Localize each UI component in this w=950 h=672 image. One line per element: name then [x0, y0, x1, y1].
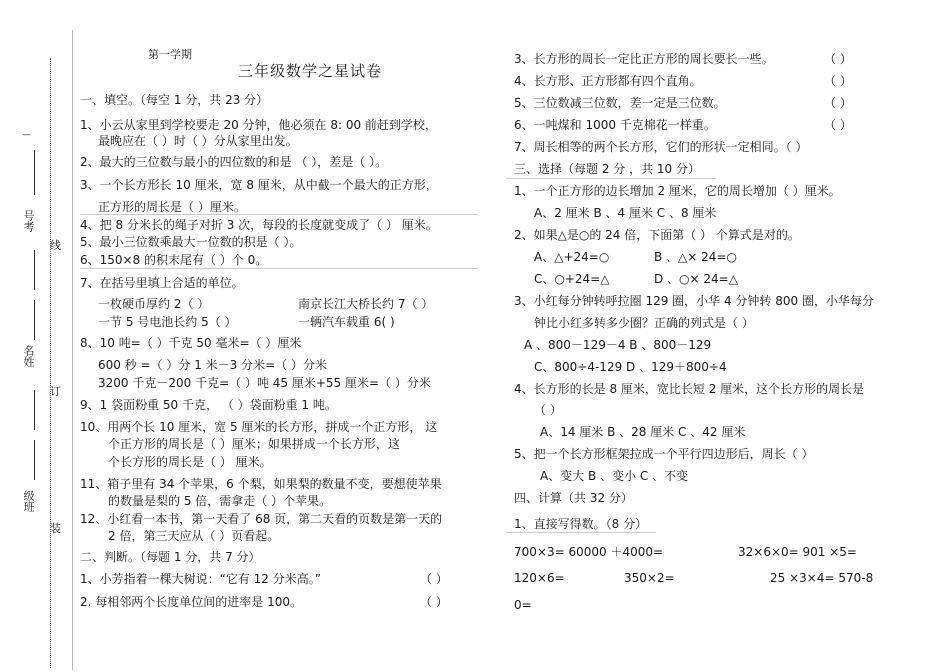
question-12-line-2: 2 倍，第三天应从（ ）页看起。: [108, 529, 280, 543]
judge-7: 7、周长相等的两个长方形，它们的形状一定相同。（ ）: [514, 140, 808, 154]
choice-3-options-2: C、800÷4-129 D 、129＋800÷4: [534, 360, 727, 374]
calc-row-2-c: 25 ×3×4= 570-8: [770, 571, 874, 585]
question-5: 5、最小三位数乘最大一位数的积是（ ）。: [80, 235, 302, 249]
question-7-item-c: 一节 5 号电池长约 5（ ）: [98, 315, 237, 329]
section-4-title: 四、计算（共 32 分）: [514, 491, 633, 505]
question-6: 6、150×8 的积末尾有（ ）个 0。: [80, 253, 268, 267]
choice-2: 2、如果△是○的 24 倍，下面第（ ） 个算式是对的。: [514, 228, 800, 242]
choice-2-option-c: C、○+24=△: [534, 272, 610, 286]
section-3-title: 三、选择（每题 2 分 ，共 10 分）: [514, 162, 700, 176]
choice-1-options: A、2 厘米 B 、4 厘米 C 、8 厘米: [534, 206, 717, 220]
page-title: 三年级数学之星试卷: [238, 62, 383, 80]
question-1-line-1: 1、小云从家里到学校要走 20 分钟，他必须在 8: 00 前赶到学校，: [80, 118, 437, 132]
judge-4-answer[interactable]: （ ）: [824, 74, 852, 88]
choice-3-options-1: A 、800－129－4 B 、800－129: [524, 338, 712, 352]
rule-q6: [80, 268, 478, 269]
question-3-line-2: 正方形的周长是（ ）厘米。: [98, 200, 246, 214]
page-divider: [72, 30, 73, 670]
calc-row-2-a: 120×6=: [514, 571, 565, 585]
question-2: 2、最大的三位数与最小的四位数的和是 （ ），差是（ ）。: [80, 155, 388, 169]
choice-4-line-1: 4、长方形的长是 8 厘米，宽比长短 2 厘米，这个长方形的周长是: [514, 382, 865, 396]
name-field-2[interactable]: [34, 300, 35, 340]
question-12-line-1: 12、小红看一本书，第一天看了 68 页，第二天看的页数是第一天的: [80, 512, 443, 526]
section-1-title: 一、填空。（每空 1 分，共 23 分）: [80, 93, 269, 107]
question-10-line-2: 个正方形的周长是（ ）厘米；如果拼成一个长方形，这: [108, 437, 400, 451]
staple-line-label: 装: [50, 522, 61, 535]
calc-row-3: 0=: [514, 598, 532, 612]
question-9: 9、1 袋面粉重 50 千克， （ ）袋面粉重 1 吨。: [80, 398, 337, 412]
choice-5-options: A、变大 B 、变小 C 、不变: [540, 469, 689, 483]
question-1-line-2: 最晚应在（ ）时（ ）分从家里出发。: [98, 134, 298, 148]
choice-2-option-b: B 、△× 24=○: [654, 250, 737, 264]
class-field-2[interactable]: [34, 440, 35, 480]
rule-section-3: [506, 178, 716, 179]
judge-6-answer[interactable]: （ ）: [824, 118, 852, 132]
question-7-item-d: 一辆汽车载重 6( ): [298, 315, 395, 329]
choice-2-option-d: D 、○× 24=△: [654, 272, 738, 286]
name-label: 名姓: [22, 345, 35, 367]
question-8-line-1: 8、10 吨=（ ）千克 50 毫米=（ ）厘米: [80, 336, 302, 350]
judge-2: 2. 每相邻两个长度单位间的进率是 100。: [80, 595, 302, 609]
rule-q3: [80, 214, 478, 215]
judge-1-answer[interactable]: （ ）: [420, 572, 448, 586]
class-field-1[interactable]: [34, 390, 35, 430]
question-7-item-a: 一枚硬币厚约 2（ ）: [98, 297, 210, 311]
question-10-line-1: 10、用两个长 10 厘米，宽 5 厘米的长方形，拼成一个正方形， 这: [80, 420, 438, 434]
judge-1: 1、小芳指着一棵大树说：“它有 12 分米高。”: [80, 572, 321, 586]
calc-row-1-right: 32×6×0= 901 ×5=: [738, 545, 857, 559]
student-id-field[interactable]: [34, 150, 35, 195]
choice-5: 5、把一个长方形框架拉成一个平行四边形后，周长（ ）: [514, 447, 814, 461]
judge-4: 4、长方形、正方形都有四个直角。: [514, 74, 702, 88]
choice-1: 1、一个正方形的边长增加 2 厘米，它的周长增加（ ）厘米。: [514, 184, 841, 198]
question-11-line-2: 的数量是梨的 5 倍，需拿走（ ）个苹果。: [108, 494, 332, 508]
judge-2-answer[interactable]: （ ）: [420, 595, 448, 609]
student-id-label: 号考: [22, 210, 35, 232]
question-3-line-1: 3、一个长方形长 10 厘米，宽 8 厘米，从中截一个最大的正方形，: [80, 178, 438, 192]
choice-4-options: A、14 厘米 B 、28 厘米 C 、42 厘米: [540, 425, 746, 439]
question-10-line-3: 个长方形的周长是（ ） 厘米。: [108, 455, 272, 469]
question-11-line-1: 11、箱子里有 34 个苹果，6 个梨，如果梨的数量不变，要想使苹果: [80, 477, 442, 491]
calc-subtitle: 1、直接写得数。（8 分）: [514, 517, 648, 531]
calc-row-1-left: 700×3= 60000 ＋4000=: [514, 545, 664, 559]
judge-5: 5、三位数减三位数，差一定是三位数。: [514, 96, 726, 110]
judge-5-answer[interactable]: （ ）: [824, 96, 852, 110]
cut-line-label: 线: [50, 239, 61, 252]
choice-3-line-2: 钟比小红多转多少圈？正确的列式是（ ）: [534, 316, 754, 330]
judge-3: 3、长方形的周长一定比正方形的周长要长一些。: [514, 52, 774, 66]
judge-3-answer[interactable]: （ ）: [824, 52, 852, 66]
question-4: 4、把 8 分米长的绳子对折 3 次，每段的长度就变成了（ ） 厘米。: [80, 218, 438, 232]
section-2-title: 二、判断。（每题 1 分，共 7 分）: [80, 550, 261, 564]
name-field-1[interactable]: [34, 250, 35, 290]
judge-6: 6、一吨煤和 1000 千克棉花一样重。: [514, 118, 716, 132]
rule-calc: [506, 532, 656, 533]
name-field-mark: —: [22, 130, 31, 140]
question-7: 7、在括号里填上合适的单位。: [80, 276, 244, 290]
choice-3-line-1: 3、小红每分钟转呼拉圈 129 圈，小华 4 分钟转 800 圈，小华每分: [514, 294, 874, 308]
calc-row-2-b: 350×2=: [624, 571, 675, 585]
question-7-item-b: 南京长江大桥长约 7（ ）: [298, 297, 434, 311]
fold-line-label: 订: [50, 385, 61, 398]
question-8-line-2: 600 秒 =（ ）分 1 米－3 分米=（ ）分米: [98, 358, 327, 372]
question-8-line-3: 3200 千克－200 千克=（ ）吨 45 厘米+55 厘米=（ ）分米: [98, 376, 431, 390]
binding-dotted-line: [50, 58, 51, 668]
class-label: 级班: [22, 490, 35, 512]
semester-label: 第一学期: [148, 48, 192, 61]
choice-2-option-a: A、△+24=○: [534, 250, 610, 264]
choice-4-line-2: （ ）: [534, 403, 562, 417]
